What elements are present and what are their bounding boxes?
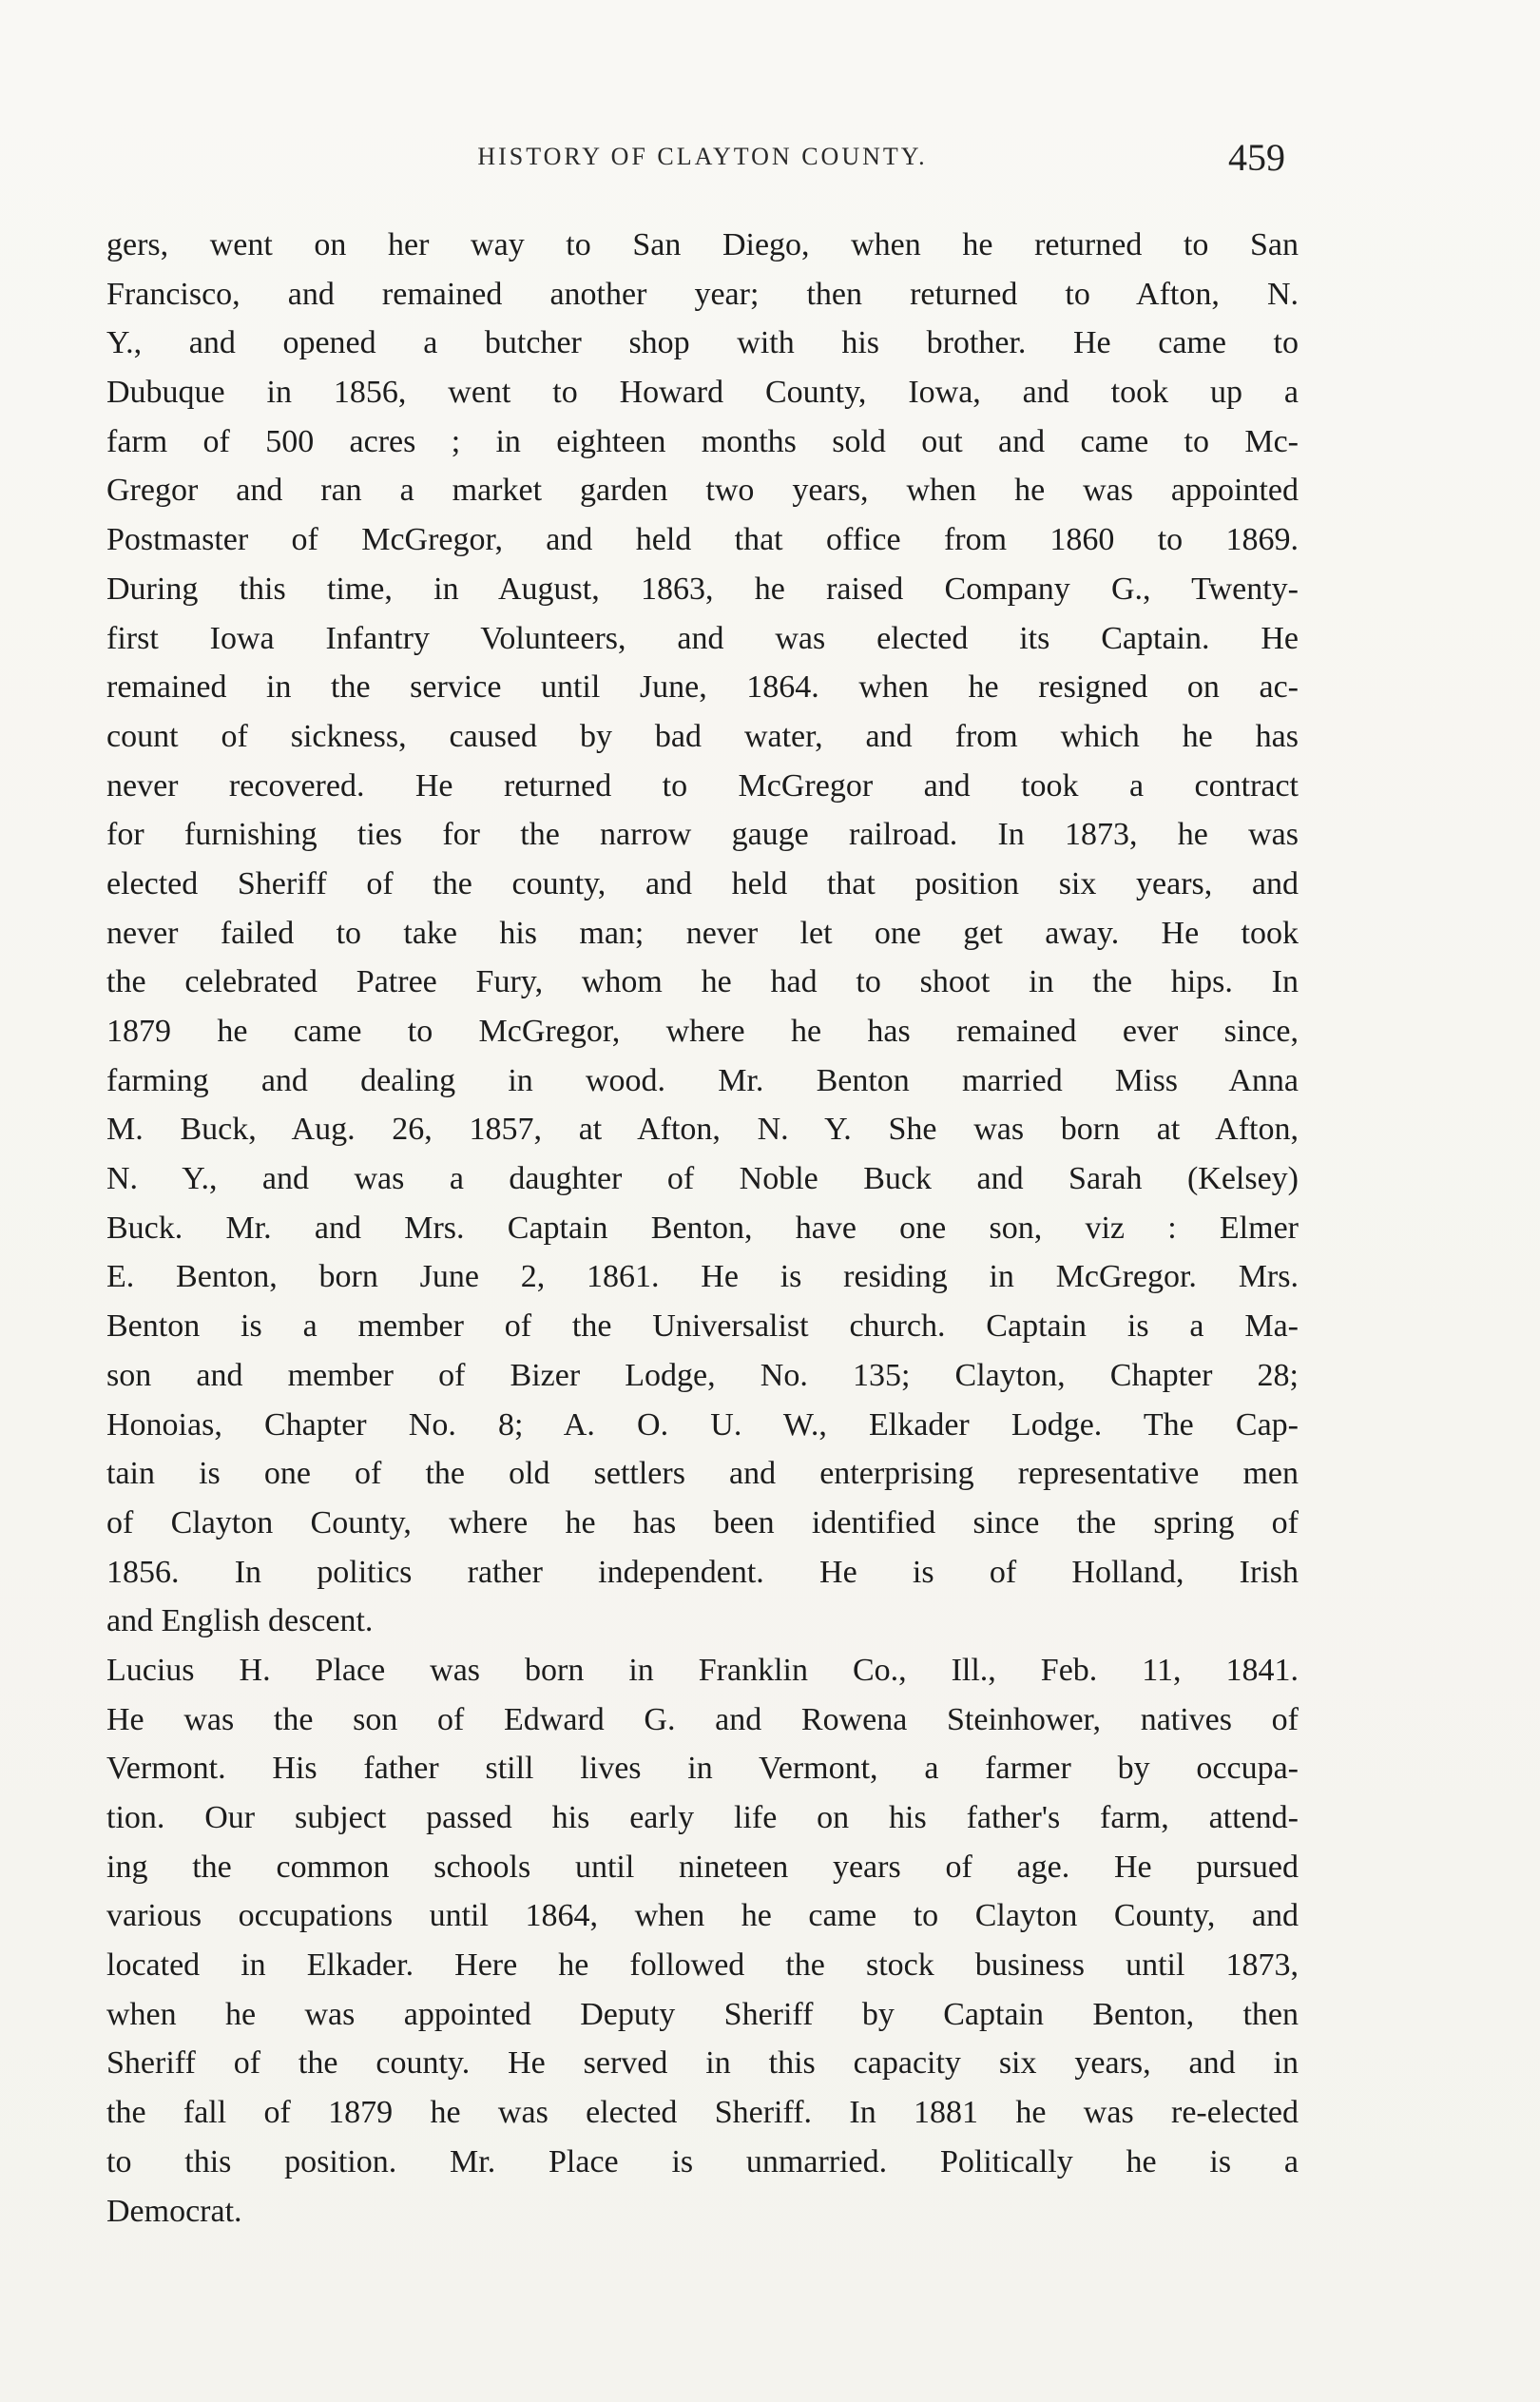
text-line: of Clayton County, where he has been identified since the spring of [106,1504,1299,1540]
text-line: when he was appointed Deputy Sheriff by Captain Benton, then [106,1996,1299,2032]
text-line: tion. Our subject passed his early life on his father's farm, attend- [106,1800,1299,1835]
text-line: first Iowa Infantry Volunteers, and was elected its Captain. He [106,620,1299,656]
text-line: Sheriff of the county. He served in this capacity six years, and in [106,2045,1299,2082]
text-line: Dubuque in 1856, went to Howard County, Iowa, and took up a [106,375,1299,411]
text-line: Benton is a member of the Universalist church. Captain is a Ma- [106,1308,1299,1345]
text-line: farm of 500 acres ; in eighteen months sold out and came to Mc- [106,423,1299,459]
text-line: the fall of 1879 he was elected Sheriff. In 1881 he was re-elected [106,2095,1299,2131]
text-line: never recovered. He returned to McGregor and took a contract [106,767,1299,804]
text-line: E. Benton, born June 2, 1861. He is residing in McGregor. Mrs. [106,1259,1299,1295]
text-line: located in Elkader. Here he followed the stock business until 1873, [106,1947,1299,1984]
text-line-paragraph-start: Lucius H. Place was born in Franklin Co., Ill., Feb. 11, 1841. [106,1652,1299,1688]
body-text [106,221,1299,2236]
text-line: 1879 he came to McGregor, where he has remained ever since, [106,1014,1299,1049]
running-head: HISTORY OF CLAYTON COUNTY. [477,143,928,170]
page-number: 459 [1228,136,1285,179]
text-line: for furnishing ties for the narrow gauge railroad. In 1873, he was [106,817,1299,853]
text-line-paragraph-end: and English descent. [106,1603,374,1639]
text-line: ing the common schools until nineteen years of age. He pursued [106,1849,1299,1885]
text-line: Y., and opened a butcher shop with his brother. He came to [106,325,1299,361]
text-line: never failed to take his man; never let one get away. He took [106,915,1299,951]
text-line-paragraph-end: Democrat. [106,2193,242,2229]
text-line: Buck. Mr. and Mrs. Captain Benton, have one son, viz : Elmer [106,1210,1299,1246]
text-line: Francisco, and remained another year; then returned to Afton, N. [106,276,1299,312]
text-line: elected Sheriff of the county, and held that position six years, and [106,865,1299,901]
text-line: the celebrated Patree Fury, whom he had to shoot in the hips. In [106,964,1299,1000]
page-header [106,136,1299,188]
text-line: He was the son of Edward G. and Rowena Steinhower, natives of [106,1701,1299,1737]
text-line: gers, went on her way to San Diego, when he returned to San [106,227,1299,262]
text-line: 1856. In politics rather independent. He is of Holland, Irish [106,1554,1299,1590]
text-line: Honoias, Chapter No. 8; A. O. U. W., Elkader Lodge. The Cap- [106,1406,1299,1443]
text-line: Gregor and ran a market garden two years, when he was appointed [106,473,1299,509]
text-line: various occupations until 1864, when he came to Clayton County, and [106,1898,1299,1934]
text-line: to this position. Mr. Place is unmarried. Politically he is a [106,2143,1299,2179]
text-line: M. Buck, Aug. 26, 1857, at Afton, N. Y. She was born at Afton, [106,1112,1299,1148]
text-line: remained in the service until June, 1864. when he resigned on ac- [106,669,1299,706]
text-line: count of sickness, caused by bad water, and from which he has [106,718,1299,754]
text-line: son and member of Bizer Lodge, No. 135; Clayton, Chapter 28; [106,1357,1299,1393]
text-line: Postmaster of McGregor, and held that office from 1860 to 1869. [106,522,1299,558]
text-line: Vermont. His father still lives in Vermont, a farmer by occupa- [106,1751,1299,1787]
text-line: farming and dealing in wood. Mr. Benton married Miss Anna [106,1062,1299,1098]
text-line: tain is one of the old settlers and enterprising representative men [106,1456,1299,1492]
text-line: During this time, in August, 1863, he raised Company G., Twenty- [106,571,1299,607]
text-line: N. Y., and was a daughter of Noble Buck and Sarah (Kelsey) [106,1161,1299,1197]
